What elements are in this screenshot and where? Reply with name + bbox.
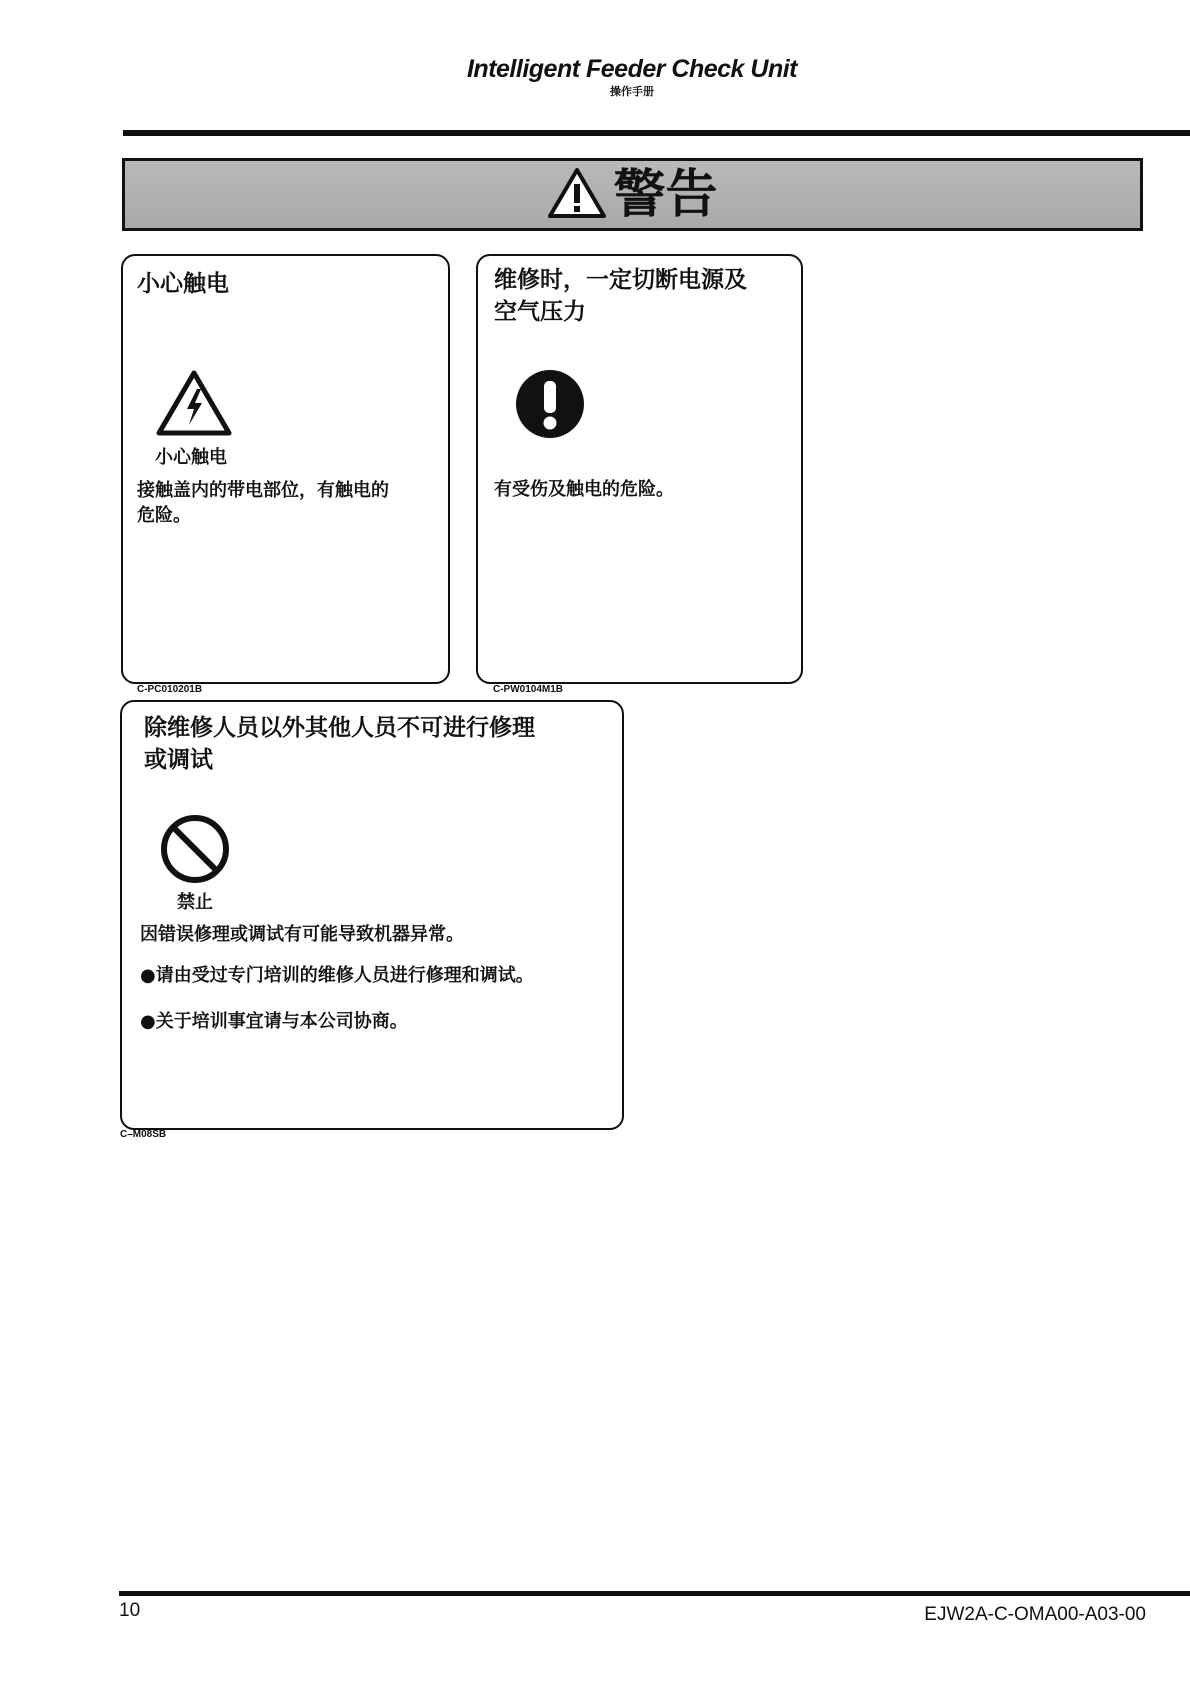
- icon-caption: 小心触电: [155, 447, 227, 468]
- header-divider: [123, 130, 1190, 136]
- card-description: [140, 922, 620, 947]
- description-line: 有受伤及触电的危险。: [494, 479, 674, 500]
- title-line: 或调试: [144, 747, 213, 773]
- warning-label: 警告: [613, 164, 718, 225]
- prohibited-icon: [160, 814, 230, 888]
- electric-shock-icon: [155, 369, 233, 441]
- prohibited-card: [120, 700, 624, 1130]
- document-code: EJW2A-C-OMA00-A03-00: [924, 1604, 1146, 1625]
- description-line: 接触盖内的带电部位，有触电的: [137, 480, 389, 501]
- title-line: 空气压力: [494, 299, 586, 325]
- card-description: [494, 477, 794, 502]
- card-description: [137, 478, 437, 528]
- page-number: 10: [119, 1600, 141, 1621]
- document-subtitle: 操作手册: [610, 85, 654, 98]
- bullet-item: ●关于培训事宜请与本公司协商。: [140, 1011, 408, 1032]
- card-title: [144, 712, 614, 776]
- card-title: [494, 264, 794, 328]
- bullet-item: ●请由受过专门培训的维修人员进行修理和调试。: [140, 965, 534, 986]
- warning-triangle-icon: [547, 167, 607, 223]
- electric-shock-card: [121, 254, 450, 684]
- icon-caption: 禁止: [177, 892, 213, 913]
- document-title: Intelligent Feeder Check Unit: [466, 55, 797, 83]
- card-code: C–M08SB: [120, 1129, 167, 1140]
- description-line: 因错误修理或调试有可能导致机器异常。: [140, 924, 464, 945]
- card-code: C-PW0104M1B: [493, 684, 564, 695]
- power-off-card: [476, 254, 803, 684]
- card-code: C-PC010201B: [137, 684, 203, 695]
- exclamation-icon: [515, 369, 585, 443]
- warning-banner: [122, 158, 1143, 231]
- title-line: 除维修人员以外其他人员不可进行修理: [144, 715, 535, 741]
- description-line: 危险。: [137, 505, 191, 526]
- card-title: 小心触电: [137, 271, 229, 297]
- footer-divider: [119, 1591, 1190, 1596]
- title-line: 维修时，一定切断电源及: [494, 267, 747, 293]
